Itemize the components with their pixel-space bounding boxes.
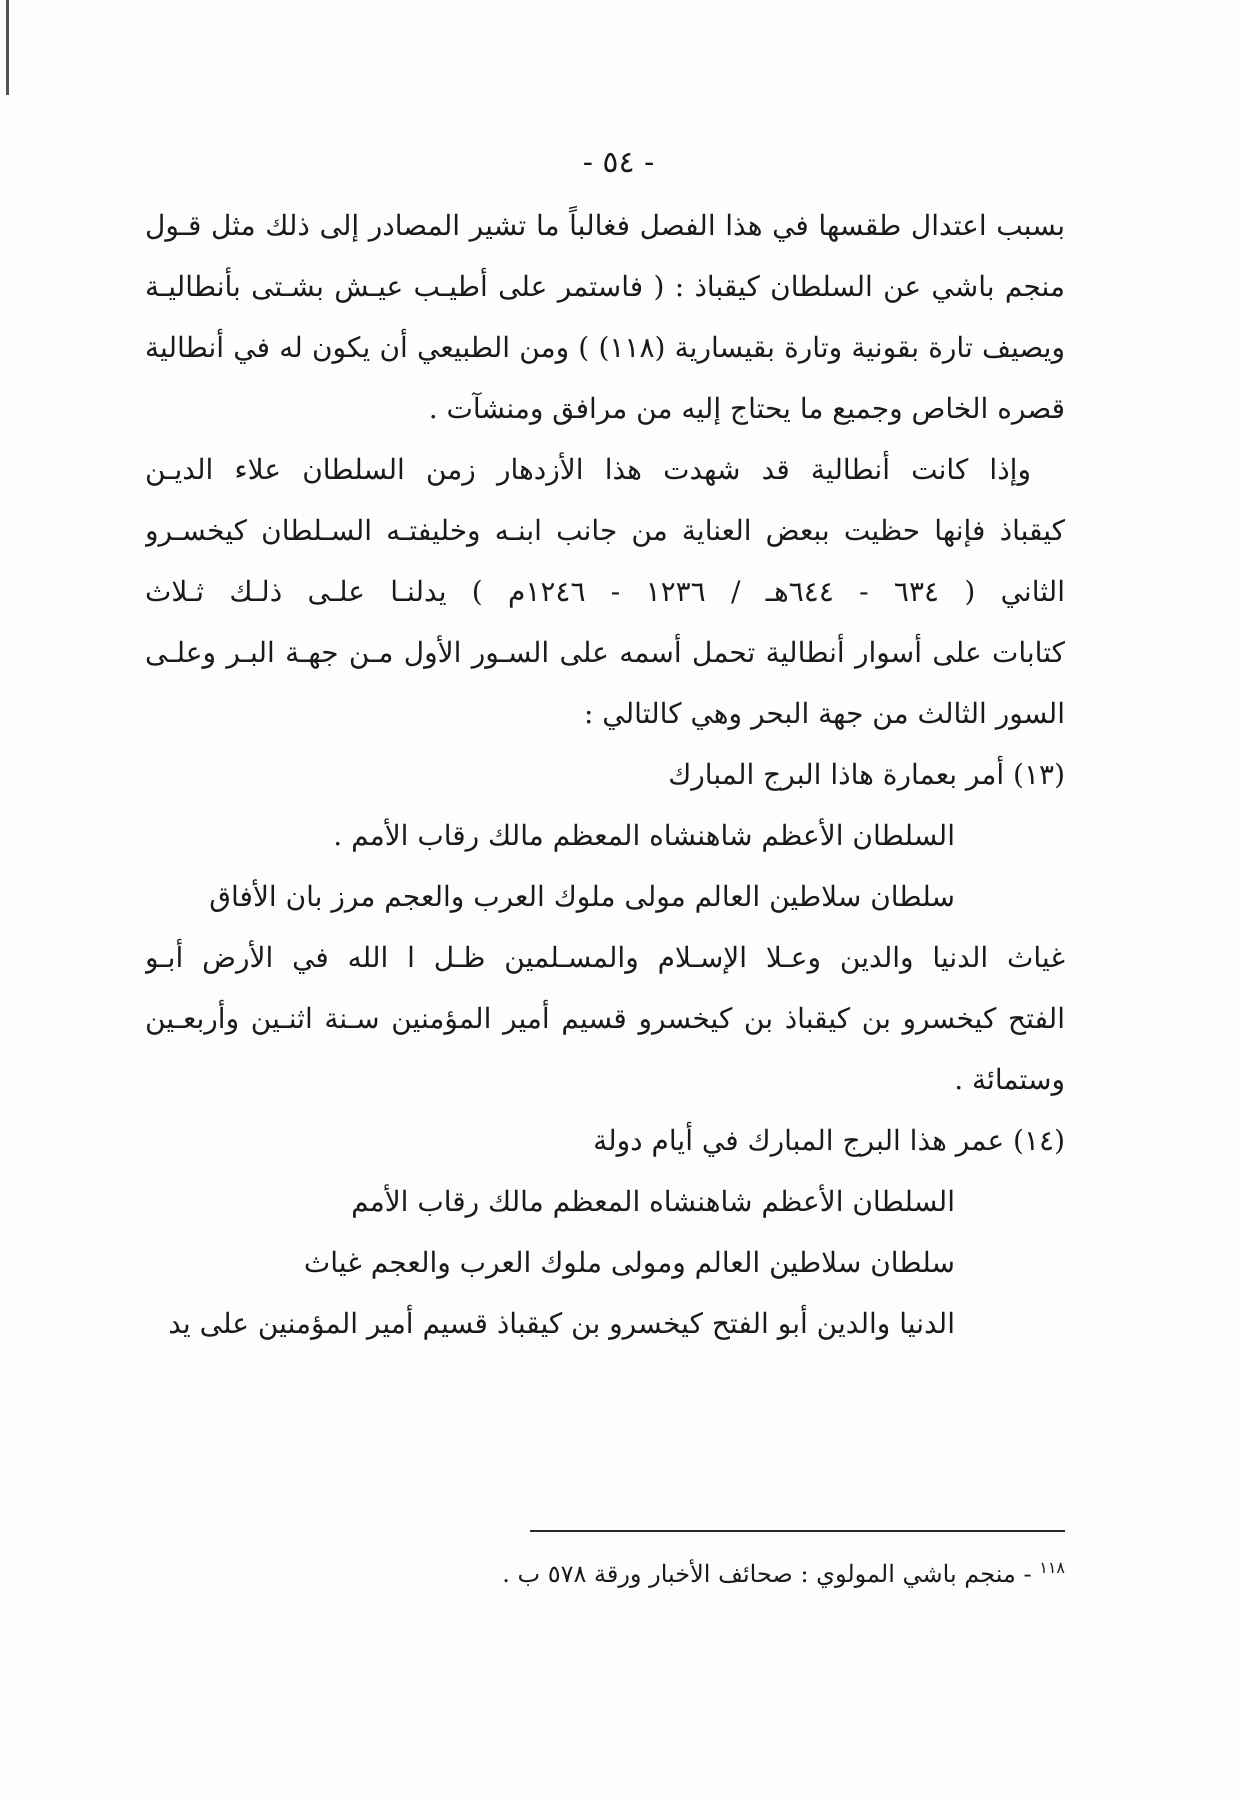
inscription-13-line-4: الفتح كيخسرو بن كيقباذ بن كيخسرو قسيم أمير المؤمنين سـنة اثنـين وأربعـين [145,1002,1065,1035]
text-line-6: كيقباذ فإنها حظيت ببعض العناية من جانب ابنـه وخليفتـه السـلطان كيخسـرو [145,514,1065,547]
text-line-4: قصره الخاص وجميع ما يحتاج إليه من مرافق ومنشآت . [428,392,1065,425]
inscription-13-heading: (١٣) أمر بعمارة هاذا البرج المبارك [668,758,1065,791]
inscription-13-line-3: غياث الدنيا والدين وعـلا الإسـلام والمسـلمين ظـل ا الله في الأرض أبـو [145,941,1065,974]
text-line-7: الثاني ( ٦٣٤ - ٦٤٤هـ / ١٢٣٦ - ١٢٤٦م ) يدلنـا علـى ذلـك ثـلاث [145,575,1065,608]
footnote-divider [530,1530,1065,1532]
text-line-2: منجم باشي عن السلطان كيقباذ : ( فاستمر على أطيـب عيـش بشـتى بأنطاليـة [145,270,1065,303]
inscription-13-line-5: وستمائة . [954,1063,1065,1096]
text-line-8: كتابات على أسوار أنطالية تحمل أسمه على السـور الأول مـن جهـة البـر وعلـى [145,636,1065,669]
inscription-14-line-3: الدنيا والدين أبو الفتح كيخسرو بن كيقباذ قسيم أمير المؤمنين على يد [168,1307,955,1340]
footnote [145,1548,1065,1594]
body-text [145,195,1065,1354]
scan-edge-mark [6,0,9,95]
text-line-9: السور الثالث من جهة البحر وهي كالتالي : [583,697,1065,730]
inscription-14-heading: (١٤) عمر هذا البرج المبارك في أيام دولة [593,1124,1065,1157]
inscription-14-line-2: سلطان سلاطين العالم ومولى ملوك العرب والعجم غياث [303,1246,955,1279]
footnote-text: - منجم باشي المولوي : صحائف الأخبار ورقة ٥٧٨ ب . [502,1560,1032,1588]
page-number: - ٥٤ - [582,145,655,180]
text-line-5: وإذا كانت أنطالية قد شهدت هذا الأزدهار زمن السلطان علاء الديـن [145,453,1031,486]
inscription-13-line-2: سلطان سلاطين العالم مولى ملوك العرب والعجم مرز بان الأفاق [209,880,955,913]
text-line-1: بسبب اعتدال طقسها في هذا الفصل فغالباً ما تشير المصادر إلى ذلك مثل قـول [145,209,1065,242]
footnote-marker: ١١٨ [1039,1558,1065,1577]
inscription-14-line-1: السلطان الأعظم شاهنشاه المعظم مالك رقاب الأمم [351,1185,955,1218]
inscription-13-line-1: السلطان الأعظم شاهنشاه المعظم مالك رقاب الأمم . [333,819,955,852]
text-line-3: ويصيف تارة بقونية وتارة بقيسارية (١١٨) ) ومن الطبيعي أن يكون له في أنطالية [145,331,1065,364]
